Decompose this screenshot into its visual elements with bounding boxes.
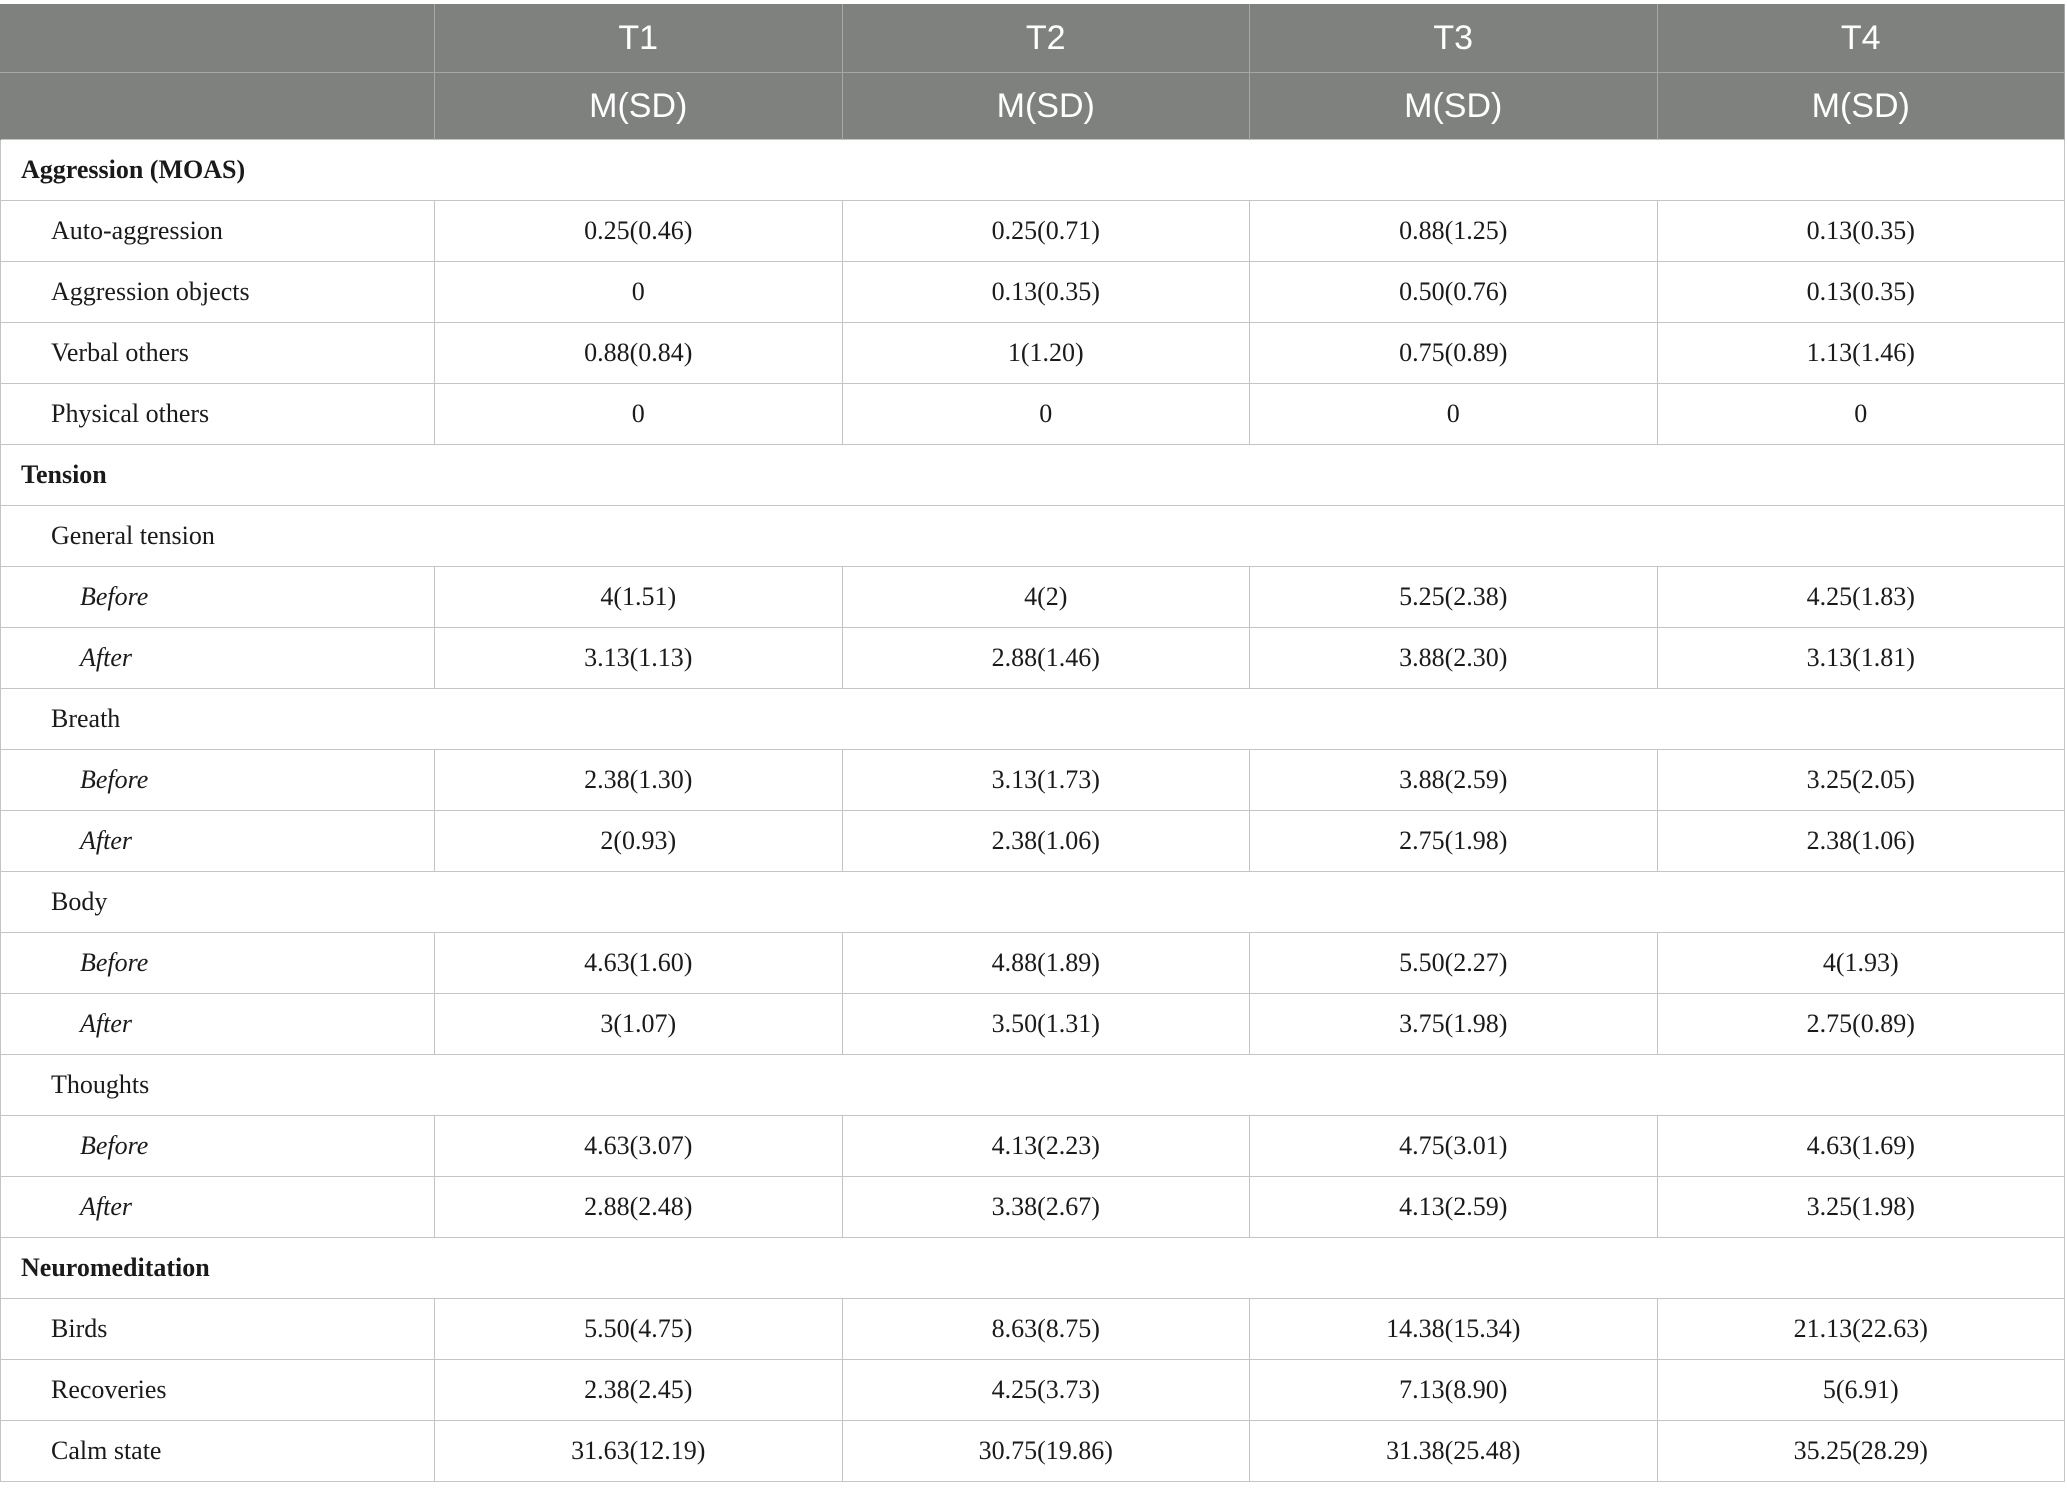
header-corner-lower (1, 73, 435, 140)
table-row (1, 262, 2065, 323)
value-cell-t4: 2.75(0.89) (1657, 994, 2065, 1055)
value-cell-t2: 1(1.20) (842, 323, 1250, 384)
row-label: Auto-aggression (1, 201, 435, 262)
value-cell-t4: 3.25(2.05) (1657, 750, 2065, 811)
value-cell-t2: 0.25(0.71) (842, 201, 1250, 262)
table-row (1, 1421, 2065, 1482)
value-cell-t3: 0.50(0.76) (1250, 262, 1658, 323)
value-cell-t4: 0 (1657, 384, 2065, 445)
value-cell-t3: 2.75(1.98) (1250, 811, 1658, 872)
table-row (1, 201, 2065, 262)
column-header-t4: T4 (1657, 4, 2065, 73)
table-header (1, 4, 2065, 140)
section-label: Aggression (MOAS) (1, 140, 2065, 201)
value-cell-t1: 5.50(4.75) (435, 1299, 843, 1360)
table-row (1, 384, 2065, 445)
row-label: After (1, 811, 435, 872)
table-body (1, 140, 2065, 1482)
subsection-row (1, 1055, 2065, 1116)
value-cell-t3: 7.13(8.90) (1250, 1360, 1658, 1421)
header-row-stat (1, 73, 2065, 140)
value-cell-t3: 5.50(2.27) (1250, 933, 1658, 994)
table-row (1, 994, 2065, 1055)
table-row (1, 1177, 2065, 1238)
value-cell-t4: 0.13(0.35) (1657, 201, 2065, 262)
value-cell-t2: 30.75(19.86) (842, 1421, 1250, 1482)
column-subheader-t1: M(SD) (435, 73, 843, 140)
column-subheader-t4: M(SD) (1657, 73, 2065, 140)
value-cell-t2: 4.25(3.73) (842, 1360, 1250, 1421)
value-cell-t2: 2.38(1.06) (842, 811, 1250, 872)
section-row (1, 1238, 2065, 1299)
header-corner (1, 4, 435, 73)
table-row (1, 1116, 2065, 1177)
value-cell-t3: 3.88(2.30) (1250, 628, 1658, 689)
value-cell-t1: 0.88(0.84) (435, 323, 843, 384)
column-subheader-t3: M(SD) (1250, 73, 1658, 140)
column-subheader-t2: M(SD) (842, 73, 1250, 140)
value-cell-t1: 2.88(2.48) (435, 1177, 843, 1238)
subsection-label: Body (1, 872, 2065, 933)
table-row (1, 750, 2065, 811)
row-label: Before (1, 567, 435, 628)
subsection-row (1, 872, 2065, 933)
value-cell-t3: 3.75(1.98) (1250, 994, 1658, 1055)
value-cell-t2: 4.88(1.89) (842, 933, 1250, 994)
table-row (1, 628, 2065, 689)
results-table (0, 4, 2065, 1482)
value-cell-t2: 3.38(2.67) (842, 1177, 1250, 1238)
value-cell-t1: 0.25(0.46) (435, 201, 843, 262)
row-label: After (1, 628, 435, 689)
value-cell-t1: 2(0.93) (435, 811, 843, 872)
value-cell-t4: 3.25(1.98) (1657, 1177, 2065, 1238)
column-header-t3: T3 (1250, 4, 1658, 73)
row-label: After (1, 1177, 435, 1238)
value-cell-t1: 0 (435, 262, 843, 323)
value-cell-t2: 2.88(1.46) (842, 628, 1250, 689)
section-row (1, 140, 2065, 201)
value-cell-t3: 5.25(2.38) (1250, 567, 1658, 628)
subsection-label: Breath (1, 689, 2065, 750)
row-label: Birds (1, 1299, 435, 1360)
value-cell-t2: 0.13(0.35) (842, 262, 1250, 323)
value-cell-t4: 21.13(22.63) (1657, 1299, 2065, 1360)
row-label: Recoveries (1, 1360, 435, 1421)
value-cell-t3: 14.38(15.34) (1250, 1299, 1658, 1360)
row-label: Before (1, 1116, 435, 1177)
value-cell-t4: 4.25(1.83) (1657, 567, 2065, 628)
table-row (1, 567, 2065, 628)
value-cell-t4: 4.63(1.69) (1657, 1116, 2065, 1177)
subsection-label: Thoughts (1, 1055, 2065, 1116)
subsection-row (1, 689, 2065, 750)
value-cell-t2: 4(2) (842, 567, 1250, 628)
row-label: Verbal others (1, 323, 435, 384)
value-cell-t2: 0 (842, 384, 1250, 445)
value-cell-t4: 4(1.93) (1657, 933, 2065, 994)
value-cell-t3: 4.13(2.59) (1250, 1177, 1658, 1238)
value-cell-t1: 2.38(2.45) (435, 1360, 843, 1421)
value-cell-t2: 3.50(1.31) (842, 994, 1250, 1055)
value-cell-t3: 0 (1250, 384, 1658, 445)
value-cell-t4: 5(6.91) (1657, 1360, 2065, 1421)
section-row (1, 445, 2065, 506)
value-cell-t1: 3(1.07) (435, 994, 843, 1055)
value-cell-t4: 3.13(1.81) (1657, 628, 2065, 689)
value-cell-t1: 2.38(1.30) (435, 750, 843, 811)
row-label: Aggression objects (1, 262, 435, 323)
value-cell-t1: 0 (435, 384, 843, 445)
column-header-t1: T1 (435, 4, 843, 73)
subsection-row (1, 506, 2065, 567)
value-cell-t1: 4.63(1.60) (435, 933, 843, 994)
value-cell-t1: 3.13(1.13) (435, 628, 843, 689)
column-header-t2: T2 (842, 4, 1250, 73)
value-cell-t3: 0.88(1.25) (1250, 201, 1658, 262)
table-row (1, 933, 2065, 994)
value-cell-t2: 8.63(8.75) (842, 1299, 1250, 1360)
value-cell-t4: 35.25(28.29) (1657, 1421, 2065, 1482)
value-cell-t1: 4(1.51) (435, 567, 843, 628)
value-cell-t1: 31.63(12.19) (435, 1421, 843, 1482)
section-label: Neuromeditation (1, 1238, 2065, 1299)
section-label: Tension (1, 445, 2065, 506)
value-cell-t1: 4.63(3.07) (435, 1116, 843, 1177)
subsection-label: General tension (1, 506, 2065, 567)
row-label: Before (1, 750, 435, 811)
value-cell-t4: 2.38(1.06) (1657, 811, 2065, 872)
row-label: Physical others (1, 384, 435, 445)
value-cell-t2: 3.13(1.73) (842, 750, 1250, 811)
row-label: Calm state (1, 1421, 435, 1482)
value-cell-t3: 4.75(3.01) (1250, 1116, 1658, 1177)
table-row (1, 1360, 2065, 1421)
value-cell-t3: 31.38(25.48) (1250, 1421, 1658, 1482)
value-cell-t3: 3.88(2.59) (1250, 750, 1658, 811)
table-row (1, 1299, 2065, 1360)
value-cell-t4: 0.13(0.35) (1657, 262, 2065, 323)
table-row (1, 323, 2065, 384)
row-label: Before (1, 933, 435, 994)
value-cell-t2: 4.13(2.23) (842, 1116, 1250, 1177)
value-cell-t3: 0.75(0.89) (1250, 323, 1658, 384)
row-label: After (1, 994, 435, 1055)
value-cell-t4: 1.13(1.46) (1657, 323, 2065, 384)
table-row (1, 811, 2065, 872)
header-row-time (1, 4, 2065, 73)
